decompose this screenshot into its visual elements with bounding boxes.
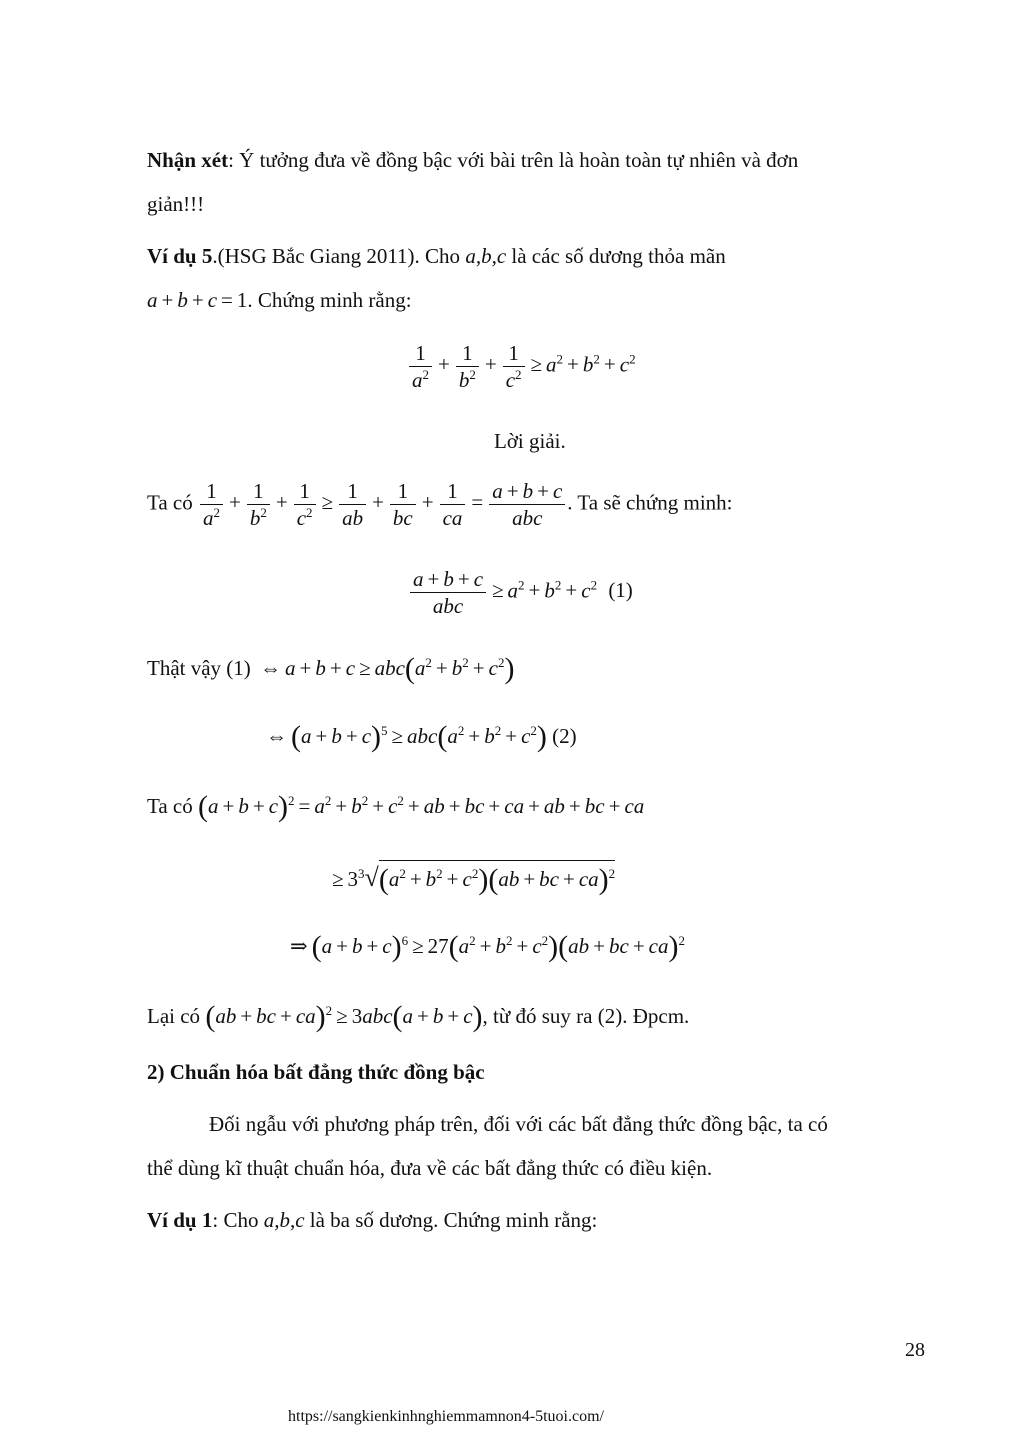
- prove-text: . Ta sẽ chứng minh:: [567, 490, 733, 515]
- remark-text-1: : Ý tưởng đưa về đồng bậc với bài trên là hoàn toàn tự nhiên và đơn: [228, 148, 799, 172]
- amgm-line: ≥ $3^3√(a^2 + b^2 + c^2)(ab$ + bc + ca)$^2$: [332, 860, 615, 895]
- solution-title: Lời giải.: [494, 429, 566, 453]
- implication-line: ⇒ $(a + b + c)^6 \ge 27(a^2 + b^2 + c^2)(ab$ + bc + ca)$^2$: [290, 930, 685, 963]
- lai-co-label: Lại có: [147, 1004, 201, 1028]
- equation-1: $\frac{a + b + c}{\text{abc}}$ ≥ $a^2 + b^2 + c^2$ (1): [408, 566, 633, 619]
- example1-vars: a,b,c: [263, 1208, 305, 1232]
- equation-1-label: (1): [608, 578, 633, 603]
- example5-condition: a + b + c = 1. Chứng minh rằng:: [147, 288, 412, 312]
- example5-line-1: [147, 240, 726, 272]
- example1-label: Ví dụ 1: [147, 1208, 213, 1232]
- equation-2: ⇔ $(a + b + c)^5 \ge abc(a^2 + b^2 + c^2)$ (2): [266, 720, 577, 753]
- example5-vars: a,b,c: [465, 244, 507, 268]
- footer-url[interactable]: https://sangkienkinhnghiemmamnon4-5tuoi.com/: [288, 1408, 604, 1425]
- indeed-label: Thật vậy (1): [147, 656, 251, 680]
- solution-step-3: Ta có $(a + b + c)^2 = a^2 + b^2 + c^2$ + ab + bc + ca + ab + bc + ca: [147, 790, 645, 823]
- equation-2-label: (2): [552, 724, 577, 748]
- example5-text-b: là các số dương thỏa mãn: [511, 244, 726, 268]
- example1-text-b: là ba số dương. Chứng minh rằng:: [309, 1208, 598, 1232]
- example5-label: Ví dụ 5: [147, 244, 213, 268]
- remark-line-2: giản!!!: [147, 192, 205, 216]
- conclusion-text: , từ đó suy ra (2). Đpcm.: [482, 1004, 690, 1028]
- indeed-line: Thật vậy (1) ⇔ $a + b + c \ge abc(a^2 + b^2 + c^2)$: [147, 652, 515, 685]
- final-step: Lại có (ab + bc + ca)$^2$ ≥ 3abc(a + b + c), từ đó suy ra (2). Đpcm.: [147, 1000, 690, 1033]
- ta-co-label: Ta có: [147, 490, 193, 515]
- example1-line: [147, 1204, 597, 1236]
- page-number: 28: [905, 1339, 925, 1361]
- main-inequality: $\frac{1}{a^2}$ + $\frac{1}{b^2}$ + $\frac{1}{c^2}$ ≥ $a^2 + b^2 + c^2$: [407, 340, 636, 393]
- remark-label: Nhận xét: [147, 148, 229, 172]
- section-para-1: Đối ngẫu với phương pháp trên, đối với các bất đẳng thức đồng bậc, ta có: [209, 1112, 828, 1136]
- section-para-2: thể dùng kĩ thuật chuẩn hóa, đưa về các bất đẳng thức có điều kiện.: [147, 1156, 713, 1180]
- remark-line-1: [147, 144, 798, 176]
- section-heading: 2) Chuẩn hóa bất đẳng thức đồng bậc: [147, 1060, 485, 1084]
- ta-co-label-2: Ta có: [147, 794, 193, 818]
- solution-step-1: Ta có $\frac{1}{a^2}$ + $\frac{1}{b^2}$ + $\frac{1}{c^2}$ ≥ $\frac{1}{ab}$ + $\frac{1}{bc}$ + $\frac{1}{ca}$ = $\frac{a + b + c}{\text{abc}}$ . Ta sẽ chứng minh:: [147, 479, 733, 530]
- example1-text-a: : Cho: [212, 1208, 259, 1232]
- example5-cond-tail: . Chứng minh rằng:: [247, 288, 412, 312]
- example5-text-a: .(HSG Bắc Giang 2011). Cho: [212, 244, 461, 268]
